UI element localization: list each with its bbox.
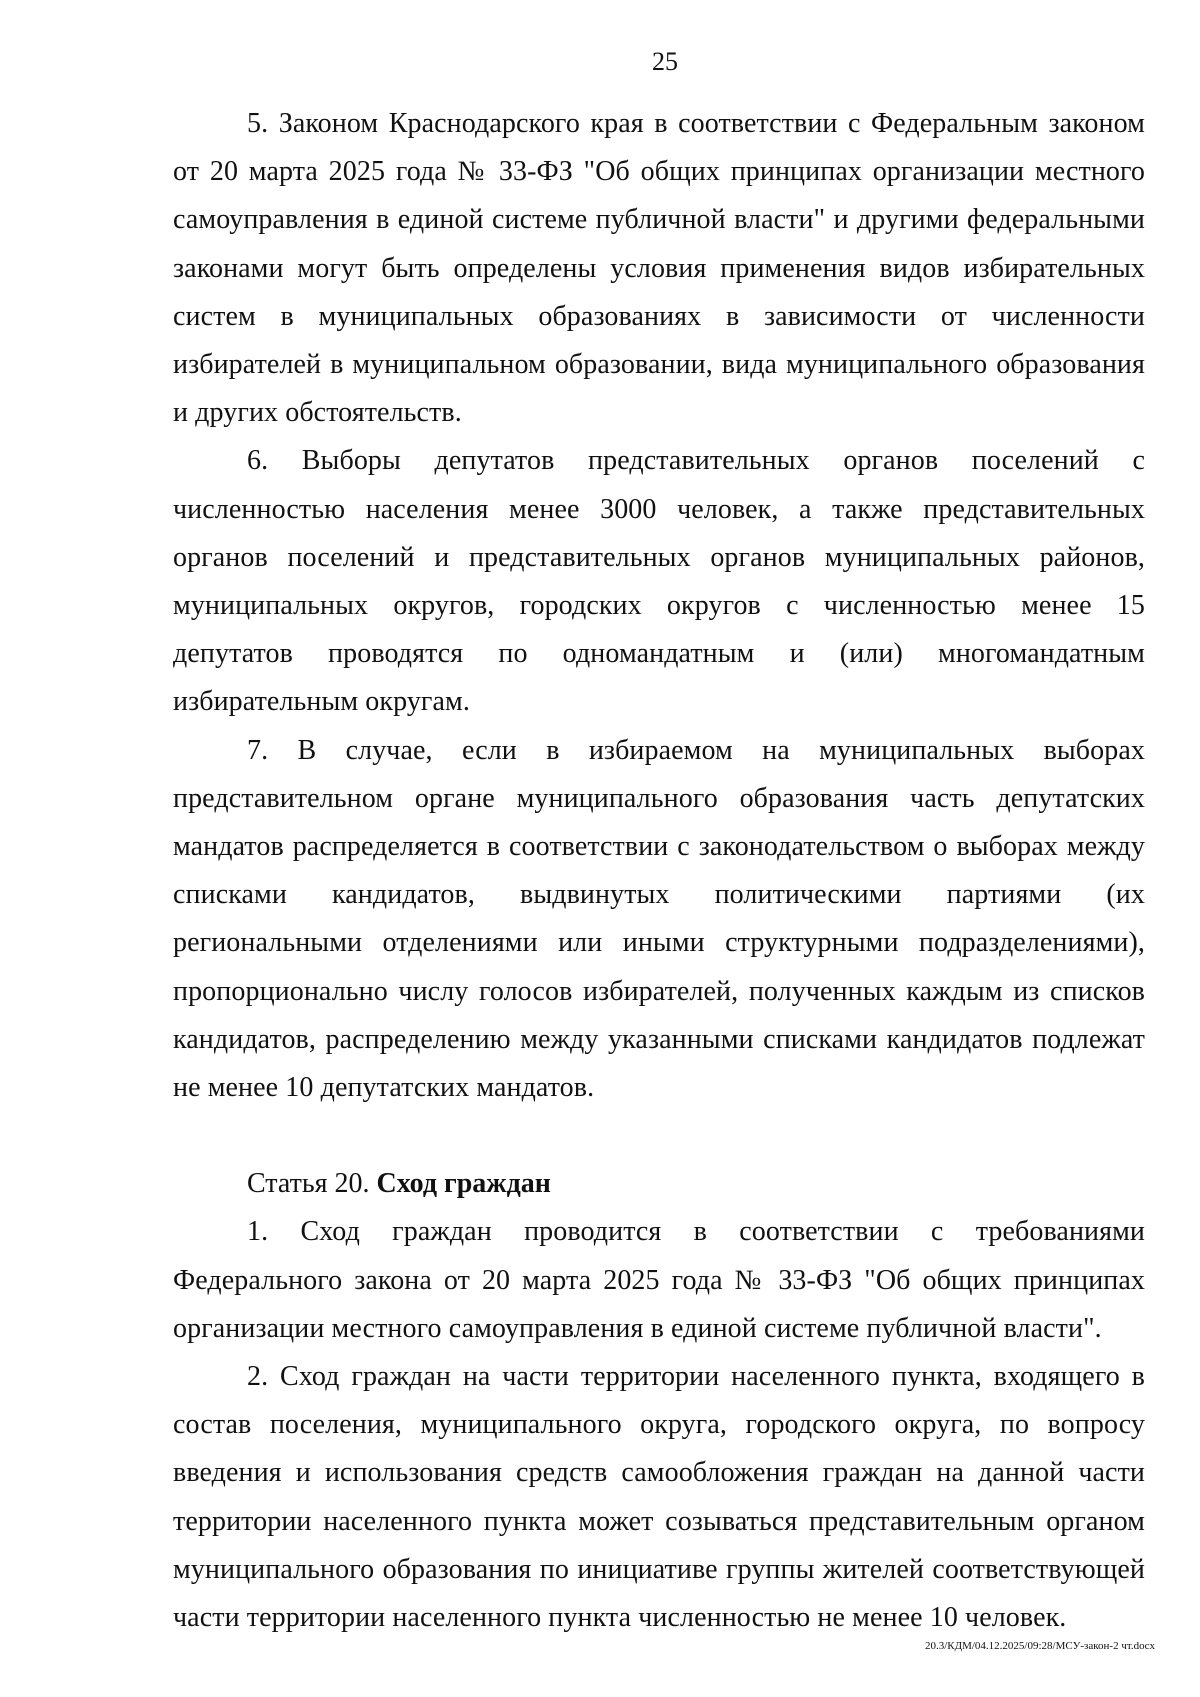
paragraph-7: 7. В случае, если в избираемом на муниципальных выборах представительном органе муниципального образования часть депутатских мандатов распределяется в соответствии с законодательством о выборах между списками кандидатов, выдвинутых политическими партиями (их региональными отделениями или иными структурными подразделениями), пропорционально числу голосов избирателей, полученных каждым из списков кандидатов, распределению между указанными списками кандидатов подлежат не менее 10 депутатских мандатов. — [173, 734, 1145, 1104]
paragraph-5: 5. Законом Краснодарского края в соответствии с Федеральным законом от 20 марта 2025 года № 33-ФЗ "Об общих принципах организации местного самоуправления в единой системе публичной власти" и другими федеральными законами могут быть определены условия применения видов избирательных систем в муниципальных образованиях в зависимости от численности избирателей в муниципальном образовании, вида муниципального образования и других обстоятельств. — [173, 108, 1145, 429]
article-title: Сход граждан — [376, 1168, 551, 1200]
footer-file-reference: 20.3/КДМ/04.12.2025/09:28/МСУ-закон-2 чт.docx — [924, 1640, 1155, 1652]
paragraph-6: 6. Выборы депутатов представительных органов поселений с численностью населения менее 3000 человек, а также представительных органов поселений и представительных органов муниципальных районов, муниципальных округов, городских округов с численностью менее 15 депутатов проводятся по одномандатным и (или) многомандатным избирательным округам. — [173, 445, 1145, 718]
page-number: 25 — [652, 47, 678, 76]
article-paragraph-2: 2. Сход граждан на части территории населенного пункта, входящего в состав поселения, муниципального округа, городского округа, по вопросу введения и использования средств самообложения граждан на данной части территории населенного пункта может созываться представительным органом муниципального образования по инициативе группы жителей соответствующей части территории населенного пункта численностью не менее 10 человек. — [173, 1361, 1145, 1634]
article-heading — [173, 1160, 1145, 1208]
article-number: Статья 20. — [247, 1168, 377, 1200]
body-text — [173, 100, 1145, 1642]
article-paragraph-1: 1. Сход граждан проводится в соответствии с требованиями Федерального закона от 20 марта 2025 года № 33-ФЗ "Об общих принципах организации местного самоуправления в единой системе публичной власти". — [173, 1216, 1145, 1344]
